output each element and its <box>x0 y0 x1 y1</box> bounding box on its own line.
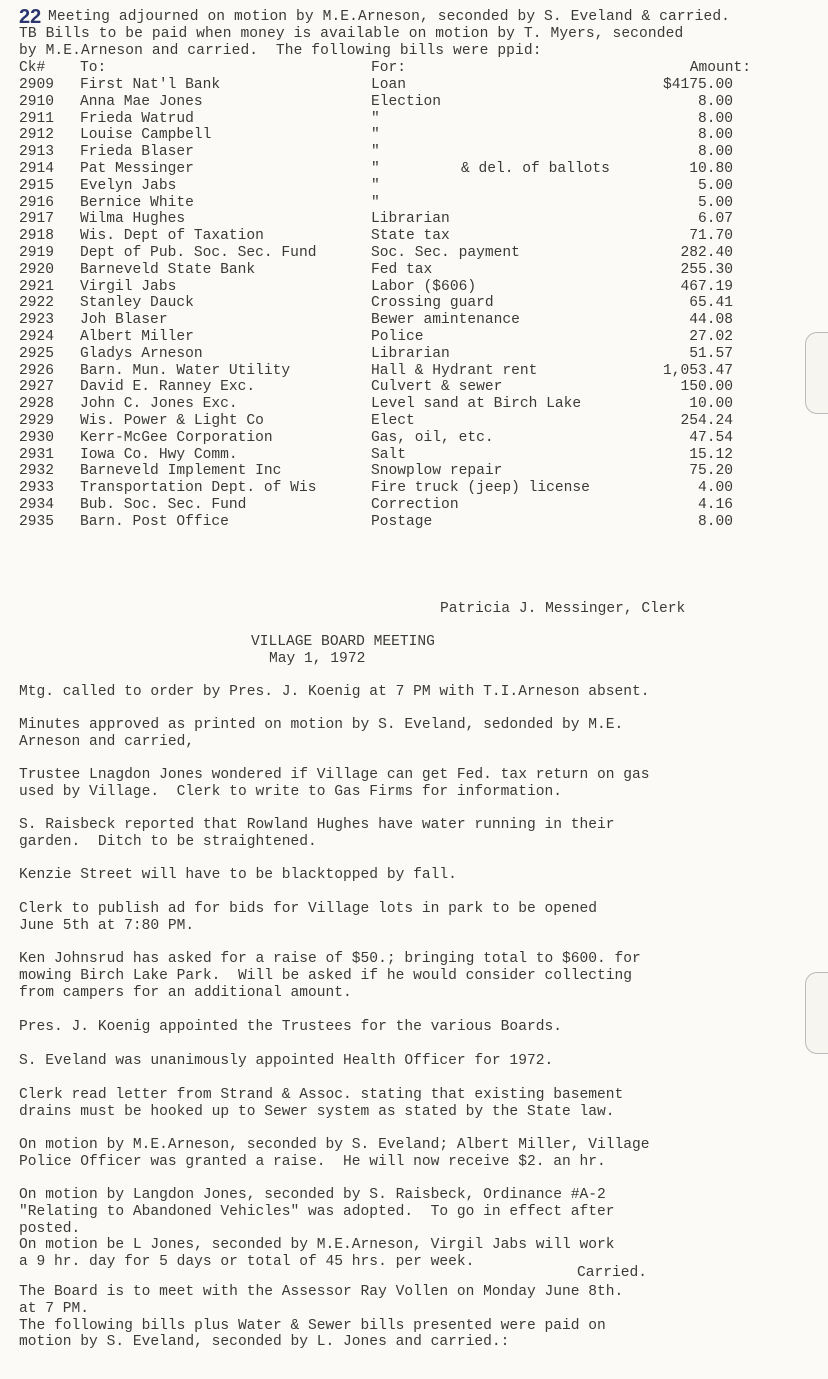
check-number: 2913 <box>19 144 55 161</box>
payee: Barn. Post Office <box>80 513 229 530</box>
minutes-line: June 5th at 7:80 PM. <box>19 917 195 934</box>
minutes-line: The following bills plus Water & Sewer bills presented were paid on <box>19 1317 606 1334</box>
minutes-line: "Relating to Abandoned Vehicles" was adopted. To go in effect after <box>19 1203 615 1220</box>
binder-hole <box>805 972 828 1054</box>
minutes-line: On motion by Langdon Jones, seconded by S. Raisbeck, Ordinance #A-2 <box>19 1187 606 1203</box>
clerk-signature: Patricia J. Messinger, Clerk <box>440 601 686 617</box>
amount: 6.07 <box>697 211 733 228</box>
check-number: 2928 <box>19 396 55 413</box>
payee: Evelyn Jabs <box>80 177 177 194</box>
check-number: 2933 <box>19 480 55 497</box>
check-number: 2925 <box>19 345 55 362</box>
bill-row <box>19 262 739 279</box>
payee: Stanley Dauck <box>80 295 194 312</box>
bill-row <box>19 228 739 245</box>
bills-header <box>19 60 751 77</box>
purpose: Hall & Hydrant rent <box>371 362 538 379</box>
check-number: 2914 <box>19 161 55 177</box>
bill-row <box>19 295 739 312</box>
payee: Frieda Blaser <box>80 144 194 161</box>
bill-row <box>19 312 739 329</box>
payee: Bernice White <box>80 194 194 211</box>
minutes-line: posted. <box>19 1220 81 1237</box>
amount: 467.19 <box>680 278 733 295</box>
bill-row <box>19 379 739 396</box>
purpose: Fed tax <box>371 261 433 278</box>
bill-row <box>19 178 739 195</box>
ck-header: Ck# <box>19 60 46 76</box>
bill-row <box>19 497 739 514</box>
payee: Barneveld Implement Inc <box>80 463 282 480</box>
carried-note: Carried. <box>577 1265 648 1281</box>
bill-row <box>19 127 739 144</box>
minutes-line: Arneson and carried, <box>19 733 195 750</box>
bill-row <box>19 480 739 497</box>
check-number: 2909 <box>19 77 55 93</box>
purpose: Bewer amintenance <box>371 312 520 329</box>
payee: Bub. Soc. Sec. Fund <box>80 497 247 513</box>
check-number: 2912 <box>19 127 55 144</box>
purpose: Crossing guard <box>371 295 494 312</box>
check-number: 2935 <box>19 513 55 530</box>
bill-row <box>19 245 739 262</box>
minutes-line: Clerk read letter from Strand & Assoc. stating that existing basement <box>19 1087 624 1103</box>
amount: 5.00 <box>697 194 733 211</box>
amount: 8.00 <box>697 127 733 144</box>
purpose: Level sand at Birch Lake <box>371 396 582 413</box>
check-number: 2931 <box>19 446 55 463</box>
purpose: Snowplow repair <box>371 463 503 480</box>
payee: Frieda Watrud <box>80 110 194 127</box>
minutes-line: motion by S. Eveland, seconded by L. Jones and carried.: <box>19 1334 510 1351</box>
purpose: Elect <box>371 413 415 429</box>
payee: First Nat'l Bank <box>80 77 221 93</box>
bill-row <box>19 211 739 228</box>
purpose: Gas, oil, etc. <box>371 429 494 446</box>
payee: John C. Jones Exc. <box>80 396 238 413</box>
amount: 44.08 <box>689 312 733 329</box>
check-number: 2923 <box>19 312 55 329</box>
payee: Joh Blaser <box>80 312 168 329</box>
purpose: Police <box>371 329 424 345</box>
amount: 282.40 <box>680 245 733 261</box>
minutes-line: Clerk to publish ad for bids for Village lots in park to be opened <box>19 901 598 917</box>
amount: 10.80 <box>689 161 733 177</box>
purpose: Election <box>371 93 442 110</box>
minutes-line: drains must be hooked up to Sewer system as stated by the State law. <box>19 1103 615 1120</box>
purpose: Culvert & sewer <box>371 379 503 396</box>
purpose: Loan <box>371 77 407 93</box>
bill-row <box>19 279 739 296</box>
bill-row <box>19 329 739 346</box>
amount: 150.00 <box>680 379 733 396</box>
payee: Gladys Arneson <box>80 345 203 362</box>
amount: 10.00 <box>689 396 733 413</box>
purpose: Fire truck (jeep) license <box>371 480 590 497</box>
minutes-line: Trustee Lnagdon Jones wondered if Village can get Fed. tax return on gas <box>19 767 650 783</box>
payee: Albert Miller <box>80 329 194 345</box>
purpose-note: & del. of ballots <box>461 161 610 177</box>
payee: Wis. Dept of Taxation <box>80 228 264 245</box>
check-number: 2932 <box>19 463 55 480</box>
bill-row <box>19 161 739 178</box>
meeting-title: VILLAGE BOARD MEETING <box>251 634 435 650</box>
purpose: Labor ($606) <box>371 278 477 295</box>
amount: 5.00 <box>697 177 733 194</box>
bill-row <box>19 77 739 94</box>
purpose: " <box>371 127 380 144</box>
purpose: Soc. Sec. payment <box>371 245 520 261</box>
bill-row <box>19 396 739 413</box>
check-number: 2930 <box>19 429 55 446</box>
bill-row <box>19 413 739 430</box>
minutes-line: garden. Ditch to be straightened. <box>19 833 317 850</box>
payee: Dept of Pub. Soc. Sec. Fund <box>80 245 317 261</box>
amount: 8.00 <box>697 144 733 161</box>
minutes-line: On motion be L Jones, seconded by M.E.Arneson, Virgil Jabs will work <box>19 1237 615 1254</box>
amount: 4.00 <box>697 480 733 497</box>
amount: 8.00 <box>697 110 733 127</box>
minutes-line: Mtg. called to order by Pres. J. Koenig at 7 PM with T.I.Arneson absent. <box>19 684 650 700</box>
meeting-date: May 1, 1972 <box>269 651 366 667</box>
payee: Wilma Hughes <box>80 211 186 228</box>
amount: 47.54 <box>689 429 733 446</box>
amount: 4.16 <box>697 497 733 513</box>
minutes-line: Pres. J. Koenig appointed the Trustees for the various Boards. <box>19 1019 562 1035</box>
check-number: 2915 <box>19 177 55 194</box>
bill-row <box>19 144 739 161</box>
minutes-line: On motion by M.E.Arneson, seconded by S. Eveland; Albert Miller, Village <box>19 1137 650 1153</box>
bill-row <box>19 195 739 212</box>
minutes-line: Minutes approved as printed on motion by S. Eveland, sedonded by M.E. <box>19 717 624 733</box>
page-number: 22 <box>19 6 42 28</box>
amount: 8.00 <box>697 513 733 530</box>
purpose: State tax <box>371 228 450 245</box>
intro-line: by M.E.Arneson and carried. The following bills were ppid: <box>19 43 542 59</box>
minutes-line: mowing Birch Lake Park. Will be asked if he would consider collecting <box>19 967 633 984</box>
check-number: 2929 <box>19 413 55 429</box>
amount: 65.41 <box>689 295 733 312</box>
bill-row <box>19 514 739 531</box>
to-header: To: <box>80 60 107 76</box>
check-number: 2919 <box>19 245 55 261</box>
minutes-line: S. Raisbeck reported that Rowland Hughes have water running in their <box>19 817 615 833</box>
minutes-line: Kenzie Street will have to be blacktopped by fall. <box>19 867 457 883</box>
bill-row <box>19 363 739 380</box>
payee: Barn. Mun. Water Utility <box>80 362 291 379</box>
binder-hole <box>805 332 828 414</box>
payee: Anna Mae Jones <box>80 93 203 110</box>
payee: Pat Messinger <box>80 161 194 177</box>
amount: 75.20 <box>689 463 733 480</box>
check-number: 2926 <box>19 362 55 379</box>
amount: $4175.00 <box>662 77 733 93</box>
payee: Barneveld State Bank <box>80 261 256 278</box>
purpose: " <box>371 144 380 161</box>
purpose: Salt <box>371 446 407 463</box>
minutes-line: from campers for an additional amount. <box>19 984 352 1001</box>
check-number: 2910 <box>19 93 55 110</box>
payee: David E. Ranney Exc. <box>80 379 256 396</box>
purpose: Postage <box>371 513 433 530</box>
amount: 15.12 <box>689 446 733 463</box>
purpose: " <box>371 161 380 177</box>
check-number: 2920 <box>19 261 55 278</box>
bill-row <box>19 111 739 128</box>
minutes-line: Police Officer was granted a raise. He will now receive $2. an hr. <box>19 1153 606 1170</box>
payee: Kerr-McGee Corporation <box>80 429 273 446</box>
bill-row <box>19 463 739 480</box>
purpose: Correction <box>371 497 459 513</box>
payee: Wis. Power & Light Co <box>80 413 264 429</box>
minutes-line: a 9 hr. day for 5 days or total of 45 hrs. per week. <box>19 1254 475 1271</box>
bill-row <box>19 346 739 363</box>
minutes-line: at 7 PM. <box>19 1300 90 1317</box>
purpose: Librarian <box>371 345 450 362</box>
amount: 27.02 <box>689 329 733 345</box>
for-header: For: <box>371 60 407 76</box>
purpose: " <box>371 194 380 211</box>
check-number: 2922 <box>19 295 55 312</box>
amount: 254.24 <box>680 413 733 429</box>
payee: Louise Campbell <box>80 127 212 144</box>
check-number: 2924 <box>19 329 55 345</box>
intro-line: Meeting adjourned on motion by M.E.Arneson, seconded by S. Eveland & carried. <box>48 9 731 25</box>
amount: 1,053.47 <box>662 362 733 379</box>
check-number: 2921 <box>19 278 55 295</box>
check-number: 2927 <box>19 379 55 396</box>
payee: Iowa Co. Hwy Comm. <box>80 446 238 463</box>
payee: Virgil Jabs <box>80 278 177 295</box>
purpose: " <box>371 110 380 127</box>
minutes-line: The Board is to meet with the Assessor Ray Vollen on Monday June 8th. <box>19 1284 624 1300</box>
check-number: 2911 <box>19 110 55 127</box>
amount: 71.70 <box>689 228 733 245</box>
check-number: 2918 <box>19 228 55 245</box>
amount: 8.00 <box>697 93 733 110</box>
minutes-line: S. Eveland was unanimously appointed Health Officer for 1972. <box>19 1053 554 1069</box>
minutes-line: used by Village. Clerk to write to Gas Firms for information. <box>19 783 562 800</box>
check-number: 2934 <box>19 497 55 513</box>
amount: 51.57 <box>689 345 733 362</box>
purpose: Librarian <box>371 211 450 228</box>
minutes-line: Ken Johnsrud has asked for a raise of $50.; bringing total to $600. for <box>19 951 641 967</box>
amount: 255.30 <box>680 261 733 278</box>
amount-header: Amount: <box>689 60 751 76</box>
bill-row <box>19 430 739 447</box>
intro-line: TB Bills to be paid when money is available on motion by T. Myers, seconded <box>19 26 684 42</box>
bill-row <box>19 447 739 464</box>
bill-row <box>19 94 739 111</box>
check-number: 2916 <box>19 194 55 211</box>
check-number: 2917 <box>19 211 55 228</box>
purpose: " <box>371 177 380 194</box>
payee: Transportation Dept. of Wis <box>80 480 317 497</box>
